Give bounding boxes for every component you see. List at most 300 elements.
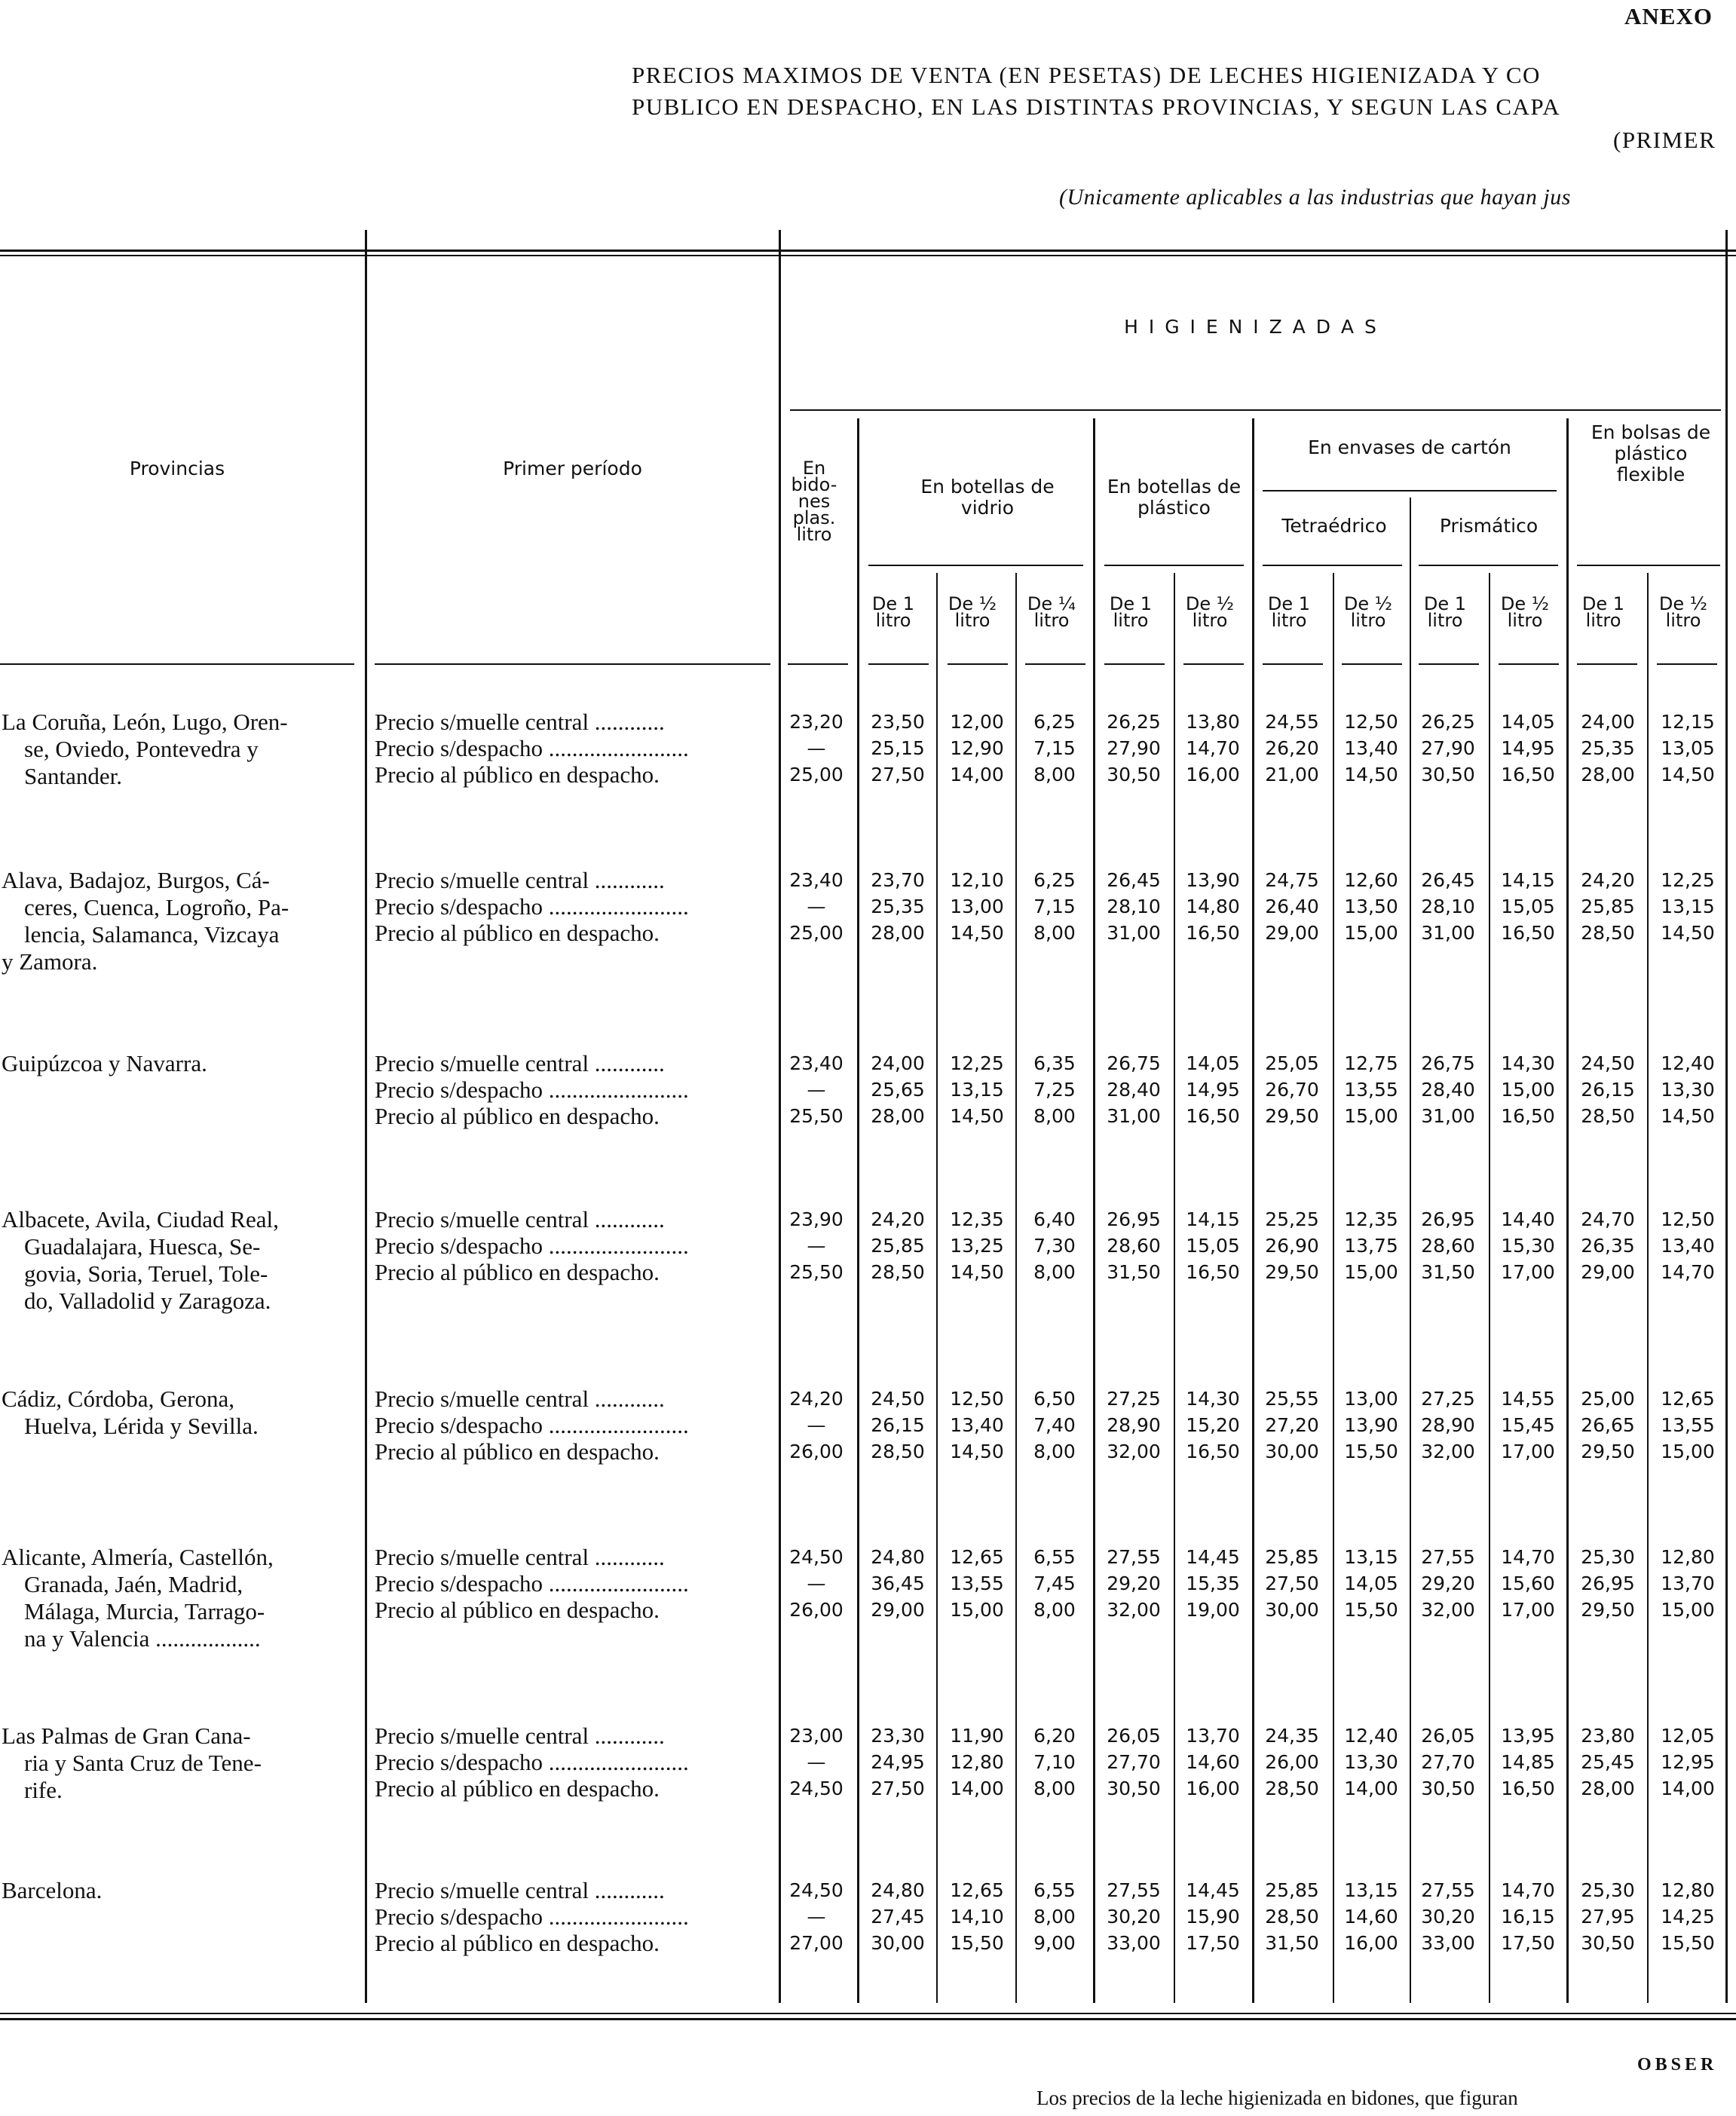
periodo-label: Precio s/despacho ........................ [375, 1412, 689, 1438]
price-value: 29,20 [1107, 1572, 1161, 1594]
price-value: 25,45 [1581, 1751, 1635, 1773]
price-value: 28,50 [871, 1261, 925, 1283]
head-foot [1342, 663, 1402, 665]
price-value: 26,45 [1421, 869, 1475, 891]
price-value: 26,15 [1581, 1079, 1635, 1101]
table-top-rule-2 [0, 255, 1736, 256]
sub-divider [1410, 498, 1411, 2003]
price-value: 25,85 [1581, 896, 1635, 917]
periodo-cell [375, 867, 767, 946]
head-foot [1577, 663, 1637, 665]
price-value: 14,15 [1501, 869, 1555, 891]
price-value: 26,75 [1421, 1052, 1475, 1074]
table-bottom-rule [0, 2013, 1736, 2014]
price-value: 14,50 [950, 1441, 1004, 1462]
price-value: 11,90 [950, 1725, 1004, 1747]
periodo-label: Precio al público en despacho. [375, 1775, 660, 1802]
price-value: 14,50 [950, 1105, 1004, 1127]
col-divider-carton [1566, 418, 1569, 2003]
price-value: 25,05 [1265, 1052, 1319, 1074]
price-value: 26,00 [789, 1599, 844, 1621]
price-value: 12,35 [950, 1208, 1004, 1230]
periodo-label: Precio s/muelle central ............ [375, 1050, 665, 1076]
price-value: 12,65 [950, 1546, 1004, 1568]
price-value: 16,15 [1501, 1906, 1555, 1928]
price-value: 14,30 [1501, 1052, 1555, 1074]
province-cell [2, 867, 354, 975]
vidrio-underline [868, 565, 1083, 566]
price-value: 28,10 [1107, 896, 1161, 917]
price-value: 6,55 [1033, 1879, 1076, 1901]
price-value: — [807, 1414, 826, 1436]
price-value: 28,50 [1265, 1906, 1319, 1928]
price-value: 13,15 [1344, 1546, 1398, 1568]
price-value: 29,50 [1581, 1599, 1635, 1621]
price-value: — [807, 1906, 826, 1928]
price-value: 24,75 [1265, 869, 1319, 891]
sub-divider [1333, 573, 1334, 2003]
price-value: 16,50 [1501, 764, 1555, 785]
price-value: 24,80 [871, 1879, 925, 1901]
price-value: 26,40 [1265, 896, 1319, 917]
price-value: 25,15 [871, 737, 925, 759]
price-value: 27,20 [1265, 1414, 1319, 1436]
price-value: 15,35 [1186, 1572, 1240, 1594]
price-value: 15,05 [1186, 1235, 1240, 1257]
price-value: 8,00 [1033, 922, 1076, 944]
price-value: 13,40 [1661, 1235, 1715, 1257]
province-line: Málaga, Murcia, Tarrago- [24, 1598, 265, 1625]
price-value: 26,05 [1107, 1725, 1161, 1747]
price-value: 15,50 [1344, 1441, 1398, 1462]
price-value: 17,00 [1501, 1599, 1555, 1621]
price-value: 23,50 [871, 711, 925, 733]
periodo-cell [375, 1206, 767, 1285]
sub-divider [1489, 573, 1490, 2003]
head-foot [1183, 663, 1244, 665]
province-line: Alicante, Almería, Castellón, [2, 1544, 274, 1570]
price-value: 12,25 [950, 1052, 1004, 1074]
periodo-label: Precio s/despacho ........................ [375, 735, 689, 761]
price-value: 13,40 [1344, 737, 1398, 759]
price-value: 23,80 [1581, 1725, 1635, 1747]
price-value: 16,50 [1186, 922, 1240, 944]
price-value: 15,50 [1661, 1932, 1715, 1954]
price-value: 27,90 [1107, 737, 1161, 759]
price-value: 6,50 [1033, 1388, 1076, 1410]
price-value: 12,75 [1344, 1052, 1398, 1074]
price-value: — [807, 1079, 826, 1101]
price-value: 8,00 [1033, 1261, 1076, 1283]
subheader: De ½ litro [948, 593, 997, 631]
price-value: 14,50 [1344, 764, 1398, 785]
subheader: De 1 litro [871, 593, 915, 631]
price-value: 14,25 [1661, 1906, 1715, 1928]
price-value: 14,05 [1344, 1572, 1398, 1594]
subheader: De ½ litro [1500, 593, 1550, 631]
price-value: 36,45 [871, 1572, 925, 1594]
price-value: 12,15 [1661, 711, 1715, 733]
price-value: 26,00 [1265, 1751, 1319, 1773]
price-value: 27,55 [1107, 1879, 1161, 1901]
price-value: 14,50 [1661, 922, 1715, 944]
periodo-cell [375, 1050, 767, 1129]
subtitle: (Unicamente aplicables a las industrias que hayan jus [1059, 185, 1571, 210]
province-line: Alava, Badajoz, Burgos, Cá- [2, 867, 270, 893]
price-value: 24,20 [789, 1388, 844, 1410]
price-value: 16,50 [1186, 1441, 1240, 1462]
price-value: 15,90 [1186, 1906, 1240, 1928]
header-bolsas: En bolsas de plástico flexible [1591, 421, 1711, 485]
price-value: 25,35 [1581, 737, 1635, 759]
price-value: 26,45 [1107, 869, 1161, 891]
price-value: 14,70 [1501, 1546, 1555, 1568]
province-line: na y Valencia .................. [24, 1625, 261, 1652]
col-divider-plastico [1252, 418, 1254, 2003]
title-line-3: (PRIMER [1613, 127, 1716, 153]
price-value: 27,55 [1107, 1546, 1161, 1568]
price-value: 25,50 [789, 1105, 844, 1127]
province-line: Las Palmas de Gran Cana- [2, 1723, 251, 1749]
price-value: 14,05 [1501, 711, 1555, 733]
price-value: 8,00 [1033, 1599, 1076, 1621]
price-value: 23,20 [789, 711, 844, 733]
col-divider-right [1725, 230, 1728, 2003]
price-value: 25,30 [1581, 1546, 1635, 1568]
price-value: 16,50 [1501, 1105, 1555, 1127]
col-divider-bidones [857, 418, 859, 2003]
price-value: 26,20 [1265, 737, 1319, 759]
price-value: 12,50 [950, 1388, 1004, 1410]
price-value: 12,95 [1661, 1751, 1715, 1773]
price-value: 25,25 [1265, 1208, 1319, 1230]
price-value: 13,95 [1501, 1725, 1555, 1747]
price-value: 13,15 [950, 1079, 1004, 1101]
province-cell [2, 1206, 354, 1315]
price-value: 13,80 [1186, 711, 1240, 733]
price-value: 26,05 [1421, 1725, 1475, 1747]
price-value: 13,40 [950, 1414, 1004, 1436]
price-value: 14,95 [1186, 1079, 1240, 1101]
price-value: 24,50 [871, 1388, 925, 1410]
price-value: 6,55 [1033, 1546, 1076, 1568]
title-line-2: PUBLICO EN DESPACHO, EN LAS DISTINTAS PROVINCIAS, Y SEGUN LAS CAPA [632, 93, 1561, 120]
price-value: 33,00 [1421, 1932, 1475, 1954]
price-value: 14,70 [1661, 1261, 1715, 1283]
province-line: y Zamora. [2, 948, 98, 975]
col-divider-periodo [779, 230, 781, 2003]
price-value: 30,00 [1265, 1599, 1319, 1621]
price-value: 17,00 [1501, 1261, 1555, 1283]
periodo-cell [375, 1723, 767, 1802]
price-value: 14,15 [1186, 1208, 1240, 1230]
price-value: 28,90 [1107, 1414, 1161, 1436]
province-line: ceres, Cuenca, Logroño, Pa- [24, 894, 289, 920]
price-value: — [807, 896, 826, 917]
price-value: 31,50 [1107, 1261, 1161, 1283]
price-value: 13,75 [1344, 1235, 1398, 1257]
head-foot [0, 663, 354, 665]
price-value: 27,50 [871, 1778, 925, 1799]
price-value: 27,25 [1107, 1388, 1161, 1410]
price-value: 14,60 [1186, 1751, 1240, 1773]
price-value: 13,90 [1186, 869, 1240, 891]
head-foot [1025, 663, 1085, 665]
price-value: 28,90 [1421, 1414, 1475, 1436]
price-value: 15,50 [950, 1932, 1004, 1954]
prisma-underline [1419, 565, 1558, 566]
price-value: 12,40 [1661, 1052, 1715, 1074]
price-value: 28,50 [1581, 922, 1635, 944]
price-value: 7,30 [1033, 1235, 1076, 1257]
subheader: De 1 litro [1267, 593, 1311, 631]
price-value: 26,95 [1421, 1208, 1475, 1230]
price-value: 27,95 [1581, 1906, 1635, 1928]
periodo-label: Precio s/despacho ........................ [375, 1076, 689, 1103]
head-foot [1263, 663, 1323, 665]
province-cell [2, 1723, 354, 1804]
price-value: 24,20 [1581, 869, 1635, 891]
province-cell [2, 709, 354, 790]
price-value: 12,00 [950, 711, 1004, 733]
price-value: 15,05 [1501, 896, 1555, 917]
price-value: 8,00 [1033, 1105, 1076, 1127]
price-value: 28,50 [871, 1441, 925, 1462]
price-value: 15,50 [1344, 1599, 1398, 1621]
price-value: 14,45 [1186, 1546, 1240, 1568]
periodo-label: Precio al público en despacho. [375, 1259, 660, 1285]
price-value: 8,00 [1033, 1906, 1076, 1928]
price-value: 25,85 [871, 1235, 925, 1257]
title-line-1: PRECIOS MAXIMOS DE VENTA (EN PESETAS) DE LECHES HIGIENIZADA Y CO [632, 62, 1541, 88]
price-value: 15,00 [1661, 1599, 1715, 1621]
price-value: 27,70 [1421, 1751, 1475, 1773]
price-value: 24,80 [871, 1546, 925, 1568]
price-value: 17,50 [1186, 1932, 1240, 1954]
price-value: 6,25 [1033, 711, 1076, 733]
price-value: 14,30 [1186, 1388, 1240, 1410]
head-foot [1104, 663, 1165, 665]
price-value: 16,00 [1186, 1778, 1240, 1799]
price-value: 25,30 [1581, 1879, 1635, 1901]
price-value: 30,50 [1421, 764, 1475, 785]
header-botellas-vidrio: En botellas de vidrio [920, 476, 1055, 519]
price-value: 25,65 [871, 1079, 925, 1101]
price-value: 25,35 [871, 896, 925, 917]
price-value: 12,65 [950, 1879, 1004, 1901]
price-value: 13,25 [950, 1235, 1004, 1257]
price-value: 24,35 [1265, 1725, 1319, 1747]
price-value: 29,50 [1265, 1261, 1319, 1283]
price-value: 27,00 [789, 1932, 844, 1954]
province-line: Granada, Jaén, Madrid, [24, 1571, 243, 1597]
price-value: 26,95 [1107, 1208, 1161, 1230]
price-value: 15,00 [1344, 1105, 1398, 1127]
price-value: 7,10 [1033, 1751, 1076, 1773]
sub-divider [1647, 573, 1649, 2003]
periodo-cell [375, 709, 767, 788]
price-value: 25,85 [1265, 1546, 1319, 1568]
price-value: 27,70 [1107, 1751, 1161, 1773]
price-value: 28,40 [1107, 1079, 1161, 1101]
price-value: — [807, 1572, 826, 1594]
province-line: Huelva, Lérida y Sevilla. [24, 1413, 259, 1439]
price-value: 27,45 [871, 1906, 925, 1928]
plastico-underline [1104, 565, 1244, 566]
price-value: 14,00 [1661, 1778, 1715, 1799]
price-value: 24,20 [871, 1208, 925, 1230]
price-value: 24,50 [1581, 1052, 1635, 1074]
price-value: 28,50 [1265, 1778, 1319, 1799]
header-carton: En envases de cartón [1308, 436, 1511, 458]
price-value: 7,45 [1033, 1572, 1076, 1594]
table-top-rule [0, 250, 1736, 252]
price-value: 8,00 [1033, 1441, 1076, 1462]
price-value: — [807, 737, 826, 759]
price-value: 14,10 [950, 1906, 1004, 1928]
province-cell [2, 1386, 354, 1440]
price-value: 15,00 [1501, 1079, 1555, 1101]
periodo-label: Precio al público en despacho. [375, 1438, 660, 1465]
price-value: 14,00 [950, 1778, 1004, 1799]
periodo-label: Precio al público en despacho. [375, 761, 660, 788]
price-value: 32,00 [1421, 1599, 1475, 1621]
price-value: 13,55 [950, 1572, 1004, 1594]
header-provincias: Provincias [129, 458, 225, 479]
price-value: 28,00 [1581, 764, 1635, 785]
price-value: 14,70 [1501, 1879, 1555, 1901]
price-value: 27,50 [1265, 1572, 1319, 1594]
periodo-label: Precio s/muelle central ............ [375, 1206, 665, 1233]
header-higienizadas: H I G I E N I Z A D A S [1124, 316, 1379, 338]
price-value: 30,50 [1107, 764, 1161, 785]
price-value: 30,50 [1107, 1778, 1161, 1799]
head-foot [1657, 663, 1717, 665]
price-value: 28,50 [1581, 1105, 1635, 1127]
price-value: 24,50 [789, 1778, 844, 1799]
province-line: La Coruña, León, Lugo, Oren- [2, 709, 288, 735]
price-value: 29,00 [1581, 1261, 1635, 1283]
higienizadas-underline [790, 409, 1721, 411]
periodo-label: Precio s/despacho ........................ [375, 1903, 689, 1930]
price-value: 28,60 [1421, 1235, 1475, 1257]
price-value: 12,50 [1344, 711, 1398, 733]
periodo-cell [375, 1877, 767, 1956]
price-value: 32,00 [1107, 1599, 1161, 1621]
price-value: 8,00 [1033, 1778, 1076, 1799]
price-value: 26,35 [1581, 1235, 1635, 1257]
price-value: 30,20 [1107, 1906, 1161, 1928]
price-value: 30,50 [1421, 1778, 1475, 1799]
table-bottom-rule-2 [0, 2018, 1736, 2020]
price-value: 28,10 [1421, 896, 1475, 917]
price-value: 31,00 [1107, 922, 1161, 944]
price-value: 25,00 [789, 764, 844, 785]
price-value: 17,00 [1501, 1441, 1555, 1462]
price-value: 12,10 [950, 869, 1004, 891]
periodo-cell [375, 1544, 767, 1623]
price-value: 25,50 [789, 1261, 844, 1283]
price-value: 17,50 [1501, 1932, 1555, 1954]
price-value: 14,00 [1344, 1778, 1398, 1799]
price-value: 6,20 [1033, 1725, 1076, 1747]
price-value: 28,40 [1421, 1079, 1475, 1101]
subheader: De 1 litro [1581, 593, 1625, 631]
province-line: rife. [24, 1777, 63, 1803]
price-value: 29,00 [1265, 922, 1319, 944]
price-value: 13,30 [1344, 1751, 1398, 1773]
price-value: 16,50 [1186, 1261, 1240, 1283]
head-foot [788, 663, 848, 665]
tetra-underline [1263, 565, 1402, 566]
price-value: 8,00 [1033, 764, 1076, 785]
periodo-label: Precio s/muelle central ............ [375, 867, 665, 893]
price-value: 24,70 [1581, 1208, 1635, 1230]
periodo-label: Precio s/muelle central ............ [375, 1723, 665, 1749]
province-line: Santander. [24, 763, 122, 789]
periodo-label: Precio s/muelle central ............ [375, 1544, 665, 1570]
price-value: 26,25 [1107, 711, 1161, 733]
price-value: 30,00 [1265, 1441, 1319, 1462]
price-value: 14,85 [1501, 1751, 1555, 1773]
price-value: 12,90 [950, 737, 1004, 759]
province-line: Cádiz, Córdoba, Gerona, [2, 1386, 235, 1412]
head-foot [375, 663, 770, 665]
province-line: govia, Soria, Teruel, Tole- [24, 1260, 268, 1287]
province-cell [2, 1544, 354, 1652]
price-value: 24,50 [789, 1546, 844, 1568]
head-foot [948, 663, 1008, 665]
sub-divider [936, 573, 938, 2003]
price-value: 28,00 [871, 922, 925, 944]
col-divider-provincias [365, 230, 367, 2003]
price-value: 21,00 [1265, 764, 1319, 785]
subheader: De ½ litro [1343, 593, 1393, 631]
anexo-label: ANEXO [1624, 3, 1713, 29]
price-value: 26,15 [871, 1414, 925, 1436]
price-value: 19,00 [1186, 1599, 1240, 1621]
periodo-label: Precio al público en despacho. [375, 1597, 660, 1623]
col-divider-vidrio [1093, 418, 1095, 2003]
header-botellas-plastico: En botellas de plástico [1107, 476, 1242, 519]
price-value: 16,50 [1501, 922, 1555, 944]
province-line: Guadalajara, Huesca, Se- [24, 1233, 261, 1260]
province-cell [2, 1877, 354, 1904]
price-value: 14,40 [1501, 1208, 1555, 1230]
province-line: Guipúzcoa y Navarra. [2, 1050, 207, 1076]
price-value: 14,50 [1661, 1105, 1715, 1127]
price-value: 12,05 [1661, 1725, 1715, 1747]
price-value: 7,15 [1033, 737, 1076, 759]
price-value: 12,50 [1661, 1208, 1715, 1230]
price-value: 27,50 [871, 764, 925, 785]
price-value: 30,20 [1421, 1906, 1475, 1928]
price-value: 13,55 [1344, 1079, 1398, 1101]
price-value: 15,00 [1661, 1441, 1715, 1462]
price-value: 26,95 [1581, 1572, 1635, 1594]
subheader: De 1 litro [1109, 593, 1153, 631]
price-value: 13,30 [1661, 1079, 1715, 1101]
price-value: 15,30 [1501, 1235, 1555, 1257]
price-value: 14,50 [950, 1261, 1004, 1283]
price-value: 14,80 [1186, 896, 1240, 917]
price-value: 16,50 [1501, 1778, 1555, 1799]
periodo-label: Precio s/despacho ........................ [375, 1570, 689, 1597]
price-value: 16,50 [1186, 1105, 1240, 1127]
price-value: 29,20 [1421, 1572, 1475, 1594]
price-value: 13,05 [1661, 737, 1715, 759]
price-value: 12,35 [1344, 1208, 1398, 1230]
